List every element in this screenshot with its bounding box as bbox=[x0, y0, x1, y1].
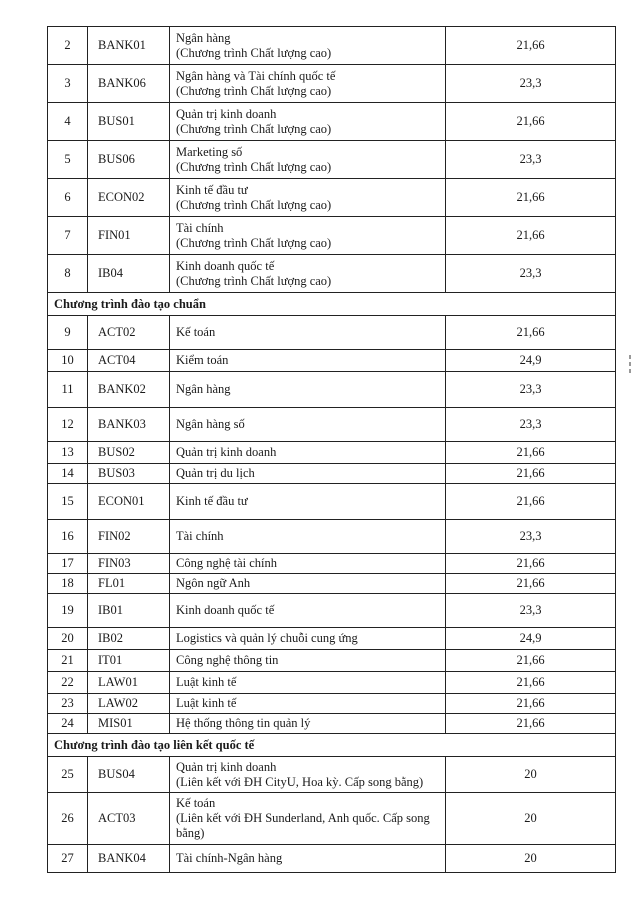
admission-score: 21,66 bbox=[446, 179, 616, 217]
section-title: Chương trình đào tạo chuẩn bbox=[48, 293, 616, 316]
program-code: IB02 bbox=[88, 628, 170, 650]
program-code: LAW01 bbox=[88, 672, 170, 694]
program-name-line: Kinh doanh quốc tế bbox=[176, 603, 275, 617]
row-number: 15 bbox=[48, 484, 88, 520]
program-name bbox=[170, 793, 446, 845]
program-name-line: Kiểm toán bbox=[176, 353, 229, 367]
program-name-line: bằng) bbox=[176, 826, 205, 840]
table-row bbox=[48, 694, 616, 714]
admission-score: 21,66 bbox=[446, 316, 616, 350]
program-name bbox=[170, 442, 446, 464]
program-name-line: (Chương trình Chất lượng cao) bbox=[176, 235, 332, 250]
table-row bbox=[48, 255, 616, 293]
program-name-line: Luật kinh tế bbox=[176, 675, 237, 689]
admission-score: 23,3 bbox=[446, 520, 616, 554]
table-row bbox=[48, 350, 616, 372]
program-name-line: Quản trị kinh doanh bbox=[176, 106, 277, 121]
table-row bbox=[48, 793, 616, 845]
program-name bbox=[170, 65, 446, 103]
program-name bbox=[170, 484, 446, 520]
table-row bbox=[48, 65, 616, 103]
program-name-line: Kinh doanh quốc tế bbox=[176, 258, 275, 273]
row-number: 2 bbox=[48, 27, 88, 65]
admission-score: 23,3 bbox=[446, 372, 616, 408]
row-number: 8 bbox=[48, 255, 88, 293]
program-code: FIN01 bbox=[88, 217, 170, 255]
table-row bbox=[48, 103, 616, 141]
row-number: 14 bbox=[48, 464, 88, 484]
table-row bbox=[48, 574, 616, 594]
table-row bbox=[48, 217, 616, 255]
row-number: 22 bbox=[48, 672, 88, 694]
admission-score: 21,66 bbox=[446, 650, 616, 672]
program-code: LAW02 bbox=[88, 694, 170, 714]
admission-score: 21,66 bbox=[446, 103, 616, 141]
admission-score: 21,66 bbox=[446, 217, 616, 255]
program-name-line: (Chương trình Chất lượng cao) bbox=[176, 45, 332, 60]
program-name-line: Tài chính bbox=[176, 529, 224, 543]
program-name-line: (Chương trình Chất lượng cao) bbox=[176, 83, 332, 98]
program-name-line: Ngân hàng bbox=[176, 30, 231, 45]
program-name bbox=[170, 27, 446, 65]
program-name-line: Quản trị du lịch bbox=[176, 466, 255, 480]
table-row bbox=[48, 757, 616, 793]
table-row bbox=[48, 845, 616, 873]
table-row bbox=[48, 316, 616, 350]
table-row bbox=[48, 594, 616, 628]
program-code: ACT02 bbox=[88, 316, 170, 350]
program-name bbox=[170, 650, 446, 672]
program-name-line: Ngân hàng bbox=[176, 382, 231, 396]
row-number: 7 bbox=[48, 217, 88, 255]
program-name-line: Luật kinh tế bbox=[176, 696, 237, 710]
admission-score: 21,66 bbox=[446, 574, 616, 594]
admission-score: 23,3 bbox=[446, 594, 616, 628]
admission-score: 21,66 bbox=[446, 442, 616, 464]
program-name-line: Kế toán bbox=[176, 325, 216, 339]
admission-score: 23,3 bbox=[446, 255, 616, 293]
program-code: IB01 bbox=[88, 594, 170, 628]
program-name bbox=[170, 714, 446, 734]
program-code: BANK04 bbox=[88, 845, 170, 873]
program-name-line: (Chương trình Chất lượng cao) bbox=[176, 273, 332, 288]
admission-score: 21,66 bbox=[446, 672, 616, 694]
program-name-line: Quản trị kinh doanh bbox=[176, 445, 277, 459]
program-name bbox=[170, 845, 446, 873]
table-row bbox=[48, 372, 616, 408]
row-number: 6 bbox=[48, 179, 88, 217]
row-number: 13 bbox=[48, 442, 88, 464]
program-code: ACT04 bbox=[88, 350, 170, 372]
table-row bbox=[48, 628, 616, 650]
program-name bbox=[170, 694, 446, 714]
program-name-line: (Chương trình Chất lượng cao) bbox=[176, 121, 332, 136]
admission-score: 21,66 bbox=[446, 484, 616, 520]
program-name-line: Kế toán bbox=[176, 796, 216, 810]
table-row bbox=[48, 27, 616, 65]
row-number: 12 bbox=[48, 408, 88, 442]
row-number: 9 bbox=[48, 316, 88, 350]
program-code: ACT03 bbox=[88, 793, 170, 845]
program-code: FL01 bbox=[88, 574, 170, 594]
table-row bbox=[48, 484, 616, 520]
admission-score: 21,66 bbox=[446, 714, 616, 734]
row-number: 27 bbox=[48, 845, 88, 873]
admission-score: 23,3 bbox=[446, 141, 616, 179]
program-name bbox=[170, 316, 446, 350]
row-number: 10 bbox=[48, 350, 88, 372]
row-number: 11 bbox=[48, 372, 88, 408]
margin-mark bbox=[628, 352, 632, 380]
admission-score-table-page bbox=[47, 26, 615, 873]
admission-score: 21,66 bbox=[446, 464, 616, 484]
program-name-line: Kinh tế đầu tư bbox=[176, 182, 248, 197]
program-name bbox=[170, 217, 446, 255]
table-row bbox=[48, 520, 616, 554]
table-row bbox=[48, 408, 616, 442]
row-number: 24 bbox=[48, 714, 88, 734]
admission-score: 21,66 bbox=[446, 554, 616, 574]
row-number: 23 bbox=[48, 694, 88, 714]
program-code: BANK02 bbox=[88, 372, 170, 408]
row-number: 4 bbox=[48, 103, 88, 141]
program-name bbox=[170, 179, 446, 217]
program-name-line: Ngôn ngữ Anh bbox=[176, 576, 251, 590]
program-code: FIN02 bbox=[88, 520, 170, 554]
table-row bbox=[48, 464, 616, 484]
program-code: BANK01 bbox=[88, 27, 170, 65]
program-code: ECON02 bbox=[88, 179, 170, 217]
program-code: IB04 bbox=[88, 255, 170, 293]
program-name-line: (Liên kết với ĐH Sunderland, Anh quốc. Cấp song bbox=[176, 811, 430, 825]
program-name-line: Ngân hàng và Tài chính quốc tế bbox=[176, 68, 336, 83]
admission-score: 21,66 bbox=[446, 27, 616, 65]
row-number: 16 bbox=[48, 520, 88, 554]
admission-score: 23,3 bbox=[446, 65, 616, 103]
program-name-line: Quản trị kinh doanh bbox=[176, 759, 277, 774]
program-name bbox=[170, 672, 446, 694]
program-name-line: Công nghệ thông tin bbox=[176, 653, 279, 667]
program-code: BUS06 bbox=[88, 141, 170, 179]
program-code: FIN03 bbox=[88, 554, 170, 574]
admission-score: 21,66 bbox=[446, 694, 616, 714]
program-name-line: (Chương trình Chất lượng cao) bbox=[176, 197, 332, 212]
program-name bbox=[170, 464, 446, 484]
program-name bbox=[170, 574, 446, 594]
program-name bbox=[170, 757, 446, 793]
program-name bbox=[170, 350, 446, 372]
program-name-line: (Chương trình Chất lượng cao) bbox=[176, 159, 332, 174]
table-row bbox=[48, 442, 616, 464]
row-number: 20 bbox=[48, 628, 88, 650]
program-name-line: (Liên kết với ĐH CityU, Hoa kỳ. Cấp song bằng) bbox=[176, 774, 424, 789]
row-number: 18 bbox=[48, 574, 88, 594]
program-code: BUS01 bbox=[88, 103, 170, 141]
row-number: 5 bbox=[48, 141, 88, 179]
row-number: 3 bbox=[48, 65, 88, 103]
program-code: BANK06 bbox=[88, 65, 170, 103]
program-name-line: Kinh tế đầu tư bbox=[176, 494, 248, 508]
row-number: 21 bbox=[48, 650, 88, 672]
program-code: BUS04 bbox=[88, 757, 170, 793]
admission-score: 24,9 bbox=[446, 350, 616, 372]
table-row bbox=[48, 714, 616, 734]
program-code: BUS03 bbox=[88, 464, 170, 484]
program-name bbox=[170, 408, 446, 442]
admission-score: 20 bbox=[446, 845, 616, 873]
program-name bbox=[170, 372, 446, 408]
row-number: 19 bbox=[48, 594, 88, 628]
program-name-line: Logistics và quản lý chuỗi cung ứng bbox=[176, 631, 358, 645]
section-header-row bbox=[48, 293, 616, 316]
program-name-line: Tài chính bbox=[176, 220, 224, 235]
program-code: IT01 bbox=[88, 650, 170, 672]
program-code: MIS01 bbox=[88, 714, 170, 734]
admission-score: 24,9 bbox=[446, 628, 616, 650]
program-name bbox=[170, 103, 446, 141]
table-row bbox=[48, 179, 616, 217]
admission-score-table bbox=[47, 26, 616, 873]
program-name bbox=[170, 554, 446, 574]
row-number: 17 bbox=[48, 554, 88, 574]
program-name bbox=[170, 141, 446, 179]
admission-score: 20 bbox=[446, 757, 616, 793]
row-number: 26 bbox=[48, 793, 88, 845]
program-name-line: Marketing số bbox=[176, 144, 243, 159]
program-code: BUS02 bbox=[88, 442, 170, 464]
program-code: ECON01 bbox=[88, 484, 170, 520]
table-row bbox=[48, 554, 616, 574]
program-name bbox=[170, 594, 446, 628]
table-row bbox=[48, 672, 616, 694]
program-name-line: Ngân hàng số bbox=[176, 417, 245, 431]
program-code: BANK03 bbox=[88, 408, 170, 442]
section-title: Chương trình đào tạo liên kết quốc tế bbox=[48, 734, 616, 757]
admission-score: 20 bbox=[446, 793, 616, 845]
section-header-row bbox=[48, 734, 616, 757]
program-name bbox=[170, 520, 446, 554]
admission-score: 23,3 bbox=[446, 408, 616, 442]
row-number: 25 bbox=[48, 757, 88, 793]
program-name-line: Tài chính-Ngân hàng bbox=[176, 851, 283, 865]
program-name-line: Công nghệ tài chính bbox=[176, 556, 278, 570]
table-row bbox=[48, 141, 616, 179]
program-name-line: Hệ thống thông tin quản lý bbox=[176, 716, 311, 730]
program-name bbox=[170, 255, 446, 293]
program-name bbox=[170, 628, 446, 650]
table-row bbox=[48, 650, 616, 672]
